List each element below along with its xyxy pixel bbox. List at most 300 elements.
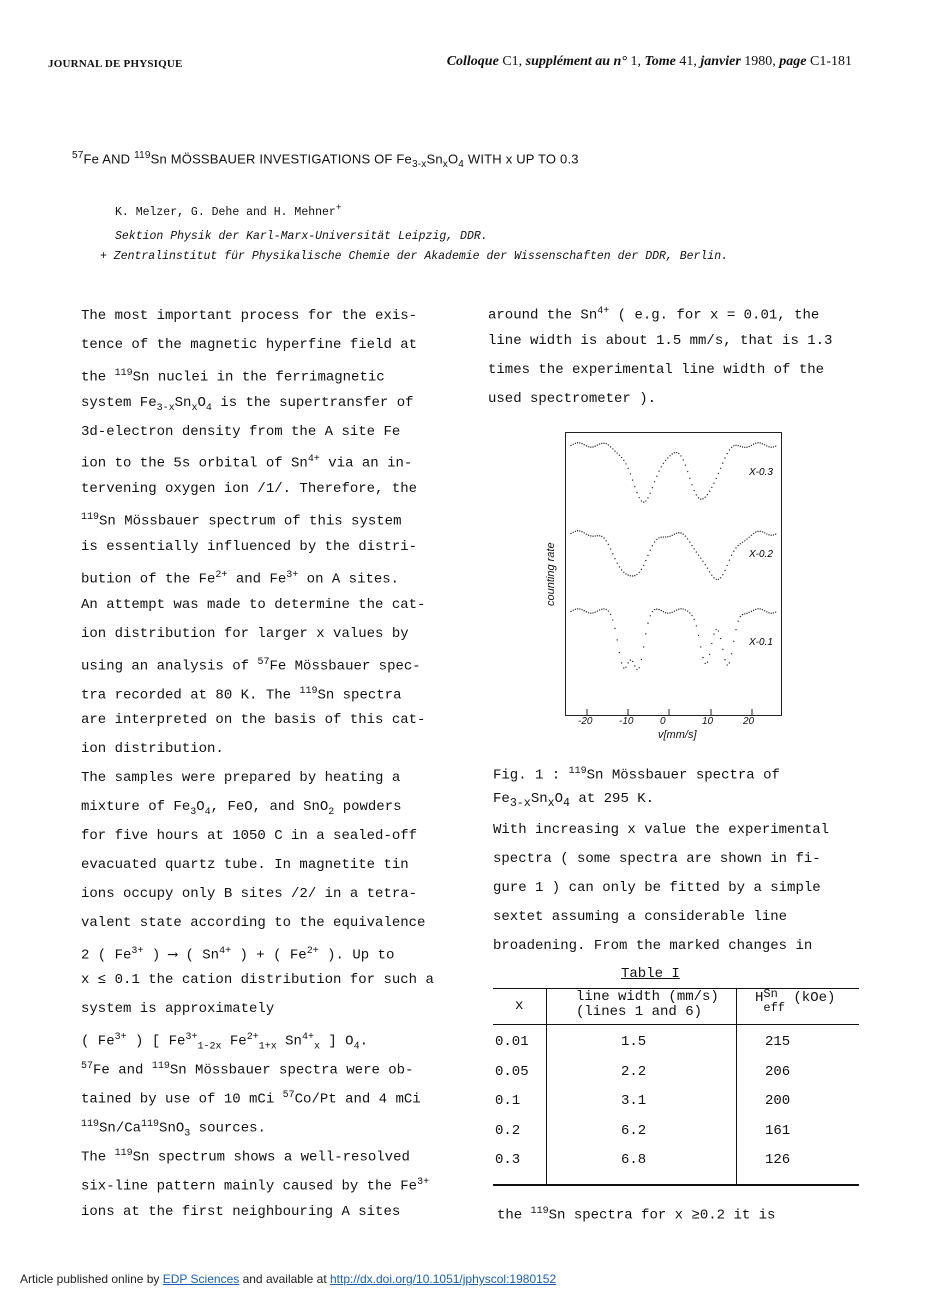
spectrum-point <box>639 572 640 573</box>
spectrum-point <box>636 492 637 493</box>
spectrum-point <box>689 612 690 613</box>
spectrum-point <box>628 662 629 663</box>
table-cell: 6.2 <box>621 1122 647 1139</box>
spectrum-point <box>771 535 772 536</box>
spectrum-point <box>674 611 675 612</box>
table-cell: 0.1 <box>495 1093 521 1109</box>
spectrum-point <box>749 612 750 613</box>
spectrum-point <box>614 628 615 629</box>
caption-line-2: $Fe_{3-x}Sn_xO_4$ at 295 K. <box>493 790 655 810</box>
spectrum-point <box>590 447 591 448</box>
colloque-reference: Colloque C1, supplément au n° 1, Tome 41, janvier 1980, page C1-181 <box>446 54 852 69</box>
spectrum-point <box>632 661 633 662</box>
spectrum-point <box>647 497 648 498</box>
spectrum-point <box>632 575 633 576</box>
spectrum-point <box>579 608 580 609</box>
spectrum-point <box>610 548 611 549</box>
left-column-line: ( $Fe^{3+}$ ) [ $Fe^{3+}_{1-2x}$ $Fe^{2+}_{1+x}$ $Sn^{4+}_x$ ] $O_4$. <box>81 1032 368 1053</box>
spectrum-point <box>665 536 666 537</box>
spectrum-point <box>614 450 615 451</box>
spectrum-point <box>641 569 642 570</box>
spectrum-point <box>713 482 714 483</box>
spectrum-point <box>597 444 598 445</box>
spectrum-point <box>658 537 659 538</box>
spectrum-point <box>727 565 728 566</box>
spectrum-point <box>716 629 717 630</box>
spectrum-point <box>691 615 692 616</box>
spectrum-point <box>676 533 677 534</box>
spectrum-point <box>632 479 633 480</box>
spectrum-point <box>696 494 697 495</box>
spectrum-point <box>661 610 662 611</box>
spectrum-point <box>676 609 677 610</box>
spectrum-point <box>707 568 708 569</box>
spectrum-point <box>575 443 576 444</box>
spectrum-point <box>674 452 675 453</box>
spectrum-point <box>722 574 723 575</box>
spectrum-point <box>751 535 752 536</box>
spectrum-point <box>619 566 620 567</box>
spectrum-point <box>634 575 635 576</box>
spectrum-point <box>634 486 635 487</box>
table-cell: 0.3 <box>495 1152 521 1168</box>
spectrum-point <box>766 611 767 612</box>
table-cell: 161 <box>765 1122 791 1139</box>
spectrum-point <box>599 609 600 610</box>
spectrum-point <box>630 575 631 576</box>
spectrum-point <box>724 457 725 458</box>
spectrum-point <box>742 446 743 447</box>
spectrum-point <box>656 608 657 609</box>
spectrum-point <box>775 533 776 534</box>
spectrum-point <box>570 533 571 534</box>
spectrum-point <box>760 442 761 443</box>
spectrum-point <box>698 554 699 555</box>
table-cell: 126 <box>765 1152 791 1168</box>
spectrum-point <box>733 641 734 642</box>
right-column-top <box>488 298 868 414</box>
left-column-line: $^{119}Sn/Ca^{119}SnO_3$ sources. <box>81 1118 266 1140</box>
table-cell: 3.1 <box>621 1093 647 1109</box>
right-column-line: times the experimental line width of the <box>488 361 825 378</box>
spectrum-point <box>597 610 598 611</box>
spectrum-point <box>630 473 631 474</box>
spectrum-point <box>667 536 668 537</box>
spectrum-point <box>588 446 589 447</box>
spectrum-point <box>720 468 721 469</box>
spectrum-point <box>771 446 772 447</box>
spectrum-point <box>641 500 642 501</box>
spectrum-point <box>639 667 640 668</box>
journal-name: JOURNAL DE PHYSIQUE <box>48 58 183 70</box>
spectrum-point <box>705 663 706 664</box>
right-column-line: around the $Sn^{4+}$ ( e.g. for x = 0.01, the <box>488 306 820 324</box>
spectrum-point <box>619 455 620 456</box>
spectrum-point <box>753 444 754 445</box>
spectrum-point <box>628 468 629 469</box>
spectrum-point <box>570 445 571 446</box>
spectrum-point <box>581 609 582 610</box>
spectrum-point <box>694 548 695 549</box>
spectrum-point <box>744 540 745 541</box>
spectrum-point <box>749 537 750 538</box>
spectrum-point <box>665 460 666 461</box>
spectrum-point <box>579 442 580 443</box>
spectrum-point <box>669 536 670 537</box>
spectrum-point <box>716 579 717 580</box>
spectrum-point <box>740 616 741 617</box>
spectrum-point <box>762 443 763 444</box>
right-column-middle <box>493 816 873 960</box>
spectrum-point <box>700 498 701 499</box>
left-column-line: The most important process for the exis- <box>81 308 418 324</box>
spectrum-point <box>689 478 690 479</box>
right-column-line: line width is about 1.5 mm/s, that is 1.3 <box>488 332 833 349</box>
table-cell: 0.2 <box>495 1122 521 1139</box>
right-column-line: With increasing x value the experimental <box>493 822 830 838</box>
spectrum-point <box>573 610 574 611</box>
spectrum-point <box>590 612 591 613</box>
curve-label: X-0.3 <box>749 467 773 478</box>
affiliation-1: Sektion Physik der Karl-Marx-Universität Leipzig, DDR. <box>115 230 488 243</box>
spectrum-point <box>581 531 582 532</box>
spectrum-point <box>614 558 615 559</box>
spectrum-point <box>768 612 769 613</box>
spectrum-point <box>751 611 752 612</box>
spectrum-point <box>746 447 747 448</box>
left-column-line: system $Fe_{3-x}Sn_xO_4$ is the supertransfer of <box>81 394 414 414</box>
spectrum-point <box>687 611 688 612</box>
spectrum-point <box>773 446 774 447</box>
spectrum-point <box>597 535 598 536</box>
spectrum-point <box>775 611 776 612</box>
spectrum-point <box>603 608 604 609</box>
spectrum-point <box>773 534 774 535</box>
spectrum-point <box>727 664 728 665</box>
spectrum-point <box>766 445 767 446</box>
curve-label: X-0.1 <box>749 637 773 648</box>
spectrum-point <box>718 630 719 631</box>
left-column-line: mixture of $Fe_3O_4$, FeO, and SnO$_2$ powders <box>81 799 402 818</box>
spectrum-point <box>623 667 624 668</box>
x-tick-label: 0 <box>660 716 666 727</box>
table-cell: 206 <box>765 1063 791 1080</box>
doi-link[interactable]: http://dx.doi.org/10.1051/jphyscol:1980152 <box>329 1272 557 1286</box>
spectrum-point <box>634 665 635 666</box>
spectrum-point <box>656 475 657 476</box>
edp-sciences-link[interactable]: EDP Sciences <box>162 1272 240 1286</box>
left-column-line: tervening oxygen ion /1/. Therefore, the <box>81 481 418 498</box>
left-column-line: 2 ( $Fe^{3+}$ ) ⟶ ( $Sn^{4+}$ ) + ( $Fe^{2+}$ ). Up to <box>81 945 395 964</box>
spectrum-point <box>698 497 699 498</box>
spectrum-point <box>740 446 741 447</box>
spectrum-point <box>608 610 609 611</box>
x-tick-label: -20 <box>578 716 593 727</box>
spectrum-point <box>647 622 648 623</box>
spectrum-point <box>606 609 607 610</box>
left-column-line: ion to the 5s orbital of $Sn^{4+}$ via an in- <box>81 454 413 473</box>
left-column-line: The samples were prepared by heating a <box>81 770 401 787</box>
spectrum-point <box>757 531 758 532</box>
spectrum-point <box>573 532 574 533</box>
spectrum-point <box>612 553 613 554</box>
spectrum-point <box>617 452 618 453</box>
spectrum-point <box>584 444 585 445</box>
spectrum-point <box>702 498 703 499</box>
spectrum-point <box>595 535 596 536</box>
spectrum-point <box>654 541 655 542</box>
spectrum-point <box>577 530 578 531</box>
spectrum-point <box>749 446 750 447</box>
spectrum-point <box>625 573 626 574</box>
left-column-line: bution of the $Fe^{2+}$ and $Fe^{3+}$ on A sites. <box>81 570 400 588</box>
spectrum-point <box>722 462 723 463</box>
spectrum-point <box>680 455 681 456</box>
left-column-line: tence of the magnetic hyperfine field at <box>81 336 418 353</box>
curve-label: X-0.2 <box>749 549 773 560</box>
spectrum-point <box>678 453 679 454</box>
right-column-line: broadening. From the marked changes in <box>493 937 813 954</box>
spectrum-point <box>680 532 681 533</box>
left-column-line: ions occupy only B sites /2/ in a tetra- <box>81 885 418 902</box>
spectrum-point <box>652 611 653 612</box>
spectrum-point <box>738 445 739 446</box>
spectrum-point <box>661 537 662 538</box>
left-column-line: The $^{119}$Sn spectrum shows a well-resolved <box>81 1147 410 1166</box>
table-cell: 200 <box>765 1093 791 1109</box>
left-column-line: 3d-electron density from the A site Fe <box>81 423 401 440</box>
left-column-line: is essentially influenced by the distri- <box>81 539 418 556</box>
table-col-rule-1 <box>546 988 547 1186</box>
spectrum-point <box>687 471 688 472</box>
spectrum-point <box>621 662 622 663</box>
spectrum-point <box>709 654 710 655</box>
spectrum-point <box>705 497 706 498</box>
spectrum-point <box>753 533 754 534</box>
spectrum-point <box>731 447 732 448</box>
spectrum-point <box>575 531 576 532</box>
spectrum-point <box>678 608 679 609</box>
spectrum-point <box>760 608 761 609</box>
spectrum-point <box>680 608 681 609</box>
right-column-line: gure 1 ) can only be fitted by a simple <box>493 879 821 896</box>
spectrum-point <box>667 612 668 613</box>
affiliation-2: + Zentralinstitut für Physikalische Chemie der Akademie der Wissenschaften der DDR, Berlin. <box>100 250 729 263</box>
left-column-line: An attempt was made to determine the cat- <box>81 596 426 613</box>
spectrum-point <box>764 610 765 611</box>
left-column-line: tained by use of 10 mCi $^{57}$Co/Pt and 4 mCi <box>81 1090 421 1108</box>
spectrum-point <box>665 612 666 613</box>
spectrum-point <box>694 490 695 491</box>
spectrum-point <box>643 565 644 566</box>
right-column-line: spectra ( some spectra are shown in fi- <box>493 850 821 867</box>
left-column-line: evacuated quartz tube. In magnetite tin <box>81 856 409 873</box>
spectrum-point <box>683 459 684 460</box>
spectrum-point <box>588 612 589 613</box>
spectrum-point <box>601 443 602 444</box>
figure-ylabel: counting rate <box>545 542 557 606</box>
spectrum-point <box>738 621 739 622</box>
mossbauer-figure <box>565 432 782 716</box>
left-column-line: x ≤ 0.1 the cation distribution for such a <box>81 972 434 989</box>
spectrum-point <box>718 579 719 580</box>
spectrum-point <box>775 445 776 446</box>
spectrum-point <box>610 614 611 615</box>
spectrum-point <box>606 540 607 541</box>
left-column-line: system is approximately <box>81 1001 275 1018</box>
spectrum-point <box>612 619 613 620</box>
spectrum-point <box>771 612 772 613</box>
spectrum-point <box>647 555 648 556</box>
data-table <box>493 988 859 1186</box>
table-header-heff: H Sn eff (kOe) <box>755 987 836 1015</box>
spectrum-point <box>645 560 646 561</box>
spectrum-point <box>601 608 602 609</box>
figure-caption: Fig. 1 : $^{119}$Sn Mössbauer spectra of $Fe_{3-x}Sn_xO_4$ at 295 K. <box>493 760 780 814</box>
spectrum-point <box>705 564 706 565</box>
paper-title: $^{57}$Fe AND $^{119}$Sn MÖSSBAUER INVESTIGATIONS OF $Fe_{3-x}Sn_xO_4$ WITH x UP TO 0.3 <box>72 150 579 170</box>
table-cell: 215 <box>765 1034 791 1050</box>
table-cell: 6.8 <box>621 1152 647 1168</box>
spectrum-point <box>696 551 697 552</box>
spectrum-point <box>742 542 743 543</box>
spectrum-point <box>691 484 692 485</box>
right-column-line: sextet assuming a considerable line <box>493 908 788 925</box>
spectrum-point <box>755 609 756 610</box>
spectrum-point <box>623 572 624 573</box>
spectrum-point <box>623 460 624 461</box>
spectrum-point <box>729 560 730 561</box>
spectrum-point <box>617 639 618 640</box>
spectrum-point <box>764 532 765 533</box>
spectrum-point <box>586 533 587 534</box>
spectrum-point <box>577 442 578 443</box>
spectrum-point <box>694 619 695 620</box>
table-cell: 0.01 <box>495 1034 529 1050</box>
spectrum-point <box>674 534 675 535</box>
spectrum-point <box>606 443 607 444</box>
spectrum-point <box>731 653 732 654</box>
spectrum-point <box>581 443 582 444</box>
spectrum-point <box>584 610 585 611</box>
spectrum-point <box>716 478 717 479</box>
spectrum-point <box>744 613 745 614</box>
spectra-plot <box>566 433 781 715</box>
spectrum-point <box>661 466 662 467</box>
spectrum-point <box>685 535 686 536</box>
left-column-line: $^{57}$Fe and $^{119}$Sn Mössbauer spectra were ob- <box>81 1061 414 1079</box>
spectrum-point <box>762 609 763 610</box>
spectrum-point <box>595 612 596 613</box>
spectrum-point <box>700 646 701 647</box>
spectrum-point <box>768 446 769 447</box>
left-column-line: the $^{119}$Sn nuclei in the ferrimagnetic <box>81 367 385 386</box>
left-column-line: tra recorded at 80 K. The $^{119}$Sn spectra <box>81 685 402 704</box>
spectrum-point <box>639 497 640 498</box>
spectrum-point <box>672 612 673 613</box>
x-tick-label: 10 <box>702 716 714 727</box>
spectrum-point <box>658 609 659 610</box>
spectrum-point <box>601 536 602 537</box>
spectrum-point <box>678 532 679 533</box>
spectrum-point <box>625 666 626 667</box>
left-column-line: six-line pattern mainly caused by the $Fe^{3+}$ <box>81 1176 430 1195</box>
spectrum-point <box>654 609 655 610</box>
spectrum-point <box>669 455 670 456</box>
spectrum-point <box>742 614 743 615</box>
spectrum-point <box>636 669 637 670</box>
spectrum-point <box>610 446 611 447</box>
spectrum-point <box>709 571 710 572</box>
spectrum-point <box>698 635 699 636</box>
spectrum-point <box>652 487 653 488</box>
table-cell: 1.5 <box>621 1034 647 1050</box>
spectrum-point <box>643 646 644 647</box>
spectrum-point <box>579 530 580 531</box>
spectrum-point <box>667 457 668 458</box>
spectrum-point <box>751 445 752 446</box>
spectrum-point <box>711 643 712 644</box>
left-column-line: for five hours at 1050 C in a sealed-off <box>81 828 418 845</box>
spectrum-point <box>595 446 596 447</box>
left-column-line: ion distribution. <box>81 741 224 758</box>
spectrum-point <box>650 493 651 494</box>
right-column-bottom <box>497 1198 775 1227</box>
spectrum-point <box>603 537 604 538</box>
spectrum-point <box>731 555 732 556</box>
spectrum-point <box>685 609 686 610</box>
spectrum-point <box>663 611 664 612</box>
spectrum-point <box>658 470 659 471</box>
spectrum-point <box>599 535 600 536</box>
table-cell: 2.2 <box>621 1063 647 1080</box>
spectrum-point <box>650 615 651 616</box>
spectrum-point <box>592 536 593 537</box>
table-header-linewidth: line width (mm/s) (lines 1 and 6) <box>576 989 719 1020</box>
table-header-rule <box>493 1024 859 1025</box>
spectrum-point <box>757 442 758 443</box>
spectrum-point <box>709 491 710 492</box>
spectrum-point <box>713 633 714 634</box>
table-bottom-rule <box>493 1184 859 1186</box>
spectrum-point <box>608 444 609 445</box>
spectrum-point <box>691 545 692 546</box>
spectrum-point <box>663 536 664 537</box>
spectrum-point <box>724 570 725 571</box>
spectrum-point <box>687 538 688 539</box>
spectrum-point <box>577 608 578 609</box>
spectrum-point <box>586 445 587 446</box>
spectrum-point <box>617 562 618 563</box>
spectrum-point <box>599 443 600 444</box>
spectrum-point <box>733 445 734 446</box>
spectrum-point <box>740 543 741 544</box>
spectrum-point <box>735 445 736 446</box>
spectrum-point <box>645 500 646 501</box>
spectrum-point <box>722 649 723 650</box>
spectrum-point <box>733 551 734 552</box>
spectrum-point <box>729 662 730 663</box>
spectrum-point <box>612 448 613 449</box>
right-column-line: used spectrometer ). <box>488 390 657 407</box>
spectrum-point <box>753 610 754 611</box>
right-column-line: the $^{119}$Sn spectra for x ≥0.2 it is <box>497 1206 776 1224</box>
spectrum-point <box>641 659 642 660</box>
spectrum-point <box>738 545 739 546</box>
spectrum-point <box>656 539 657 540</box>
spectrum-point <box>735 629 736 630</box>
spectrum-point <box>625 463 626 464</box>
